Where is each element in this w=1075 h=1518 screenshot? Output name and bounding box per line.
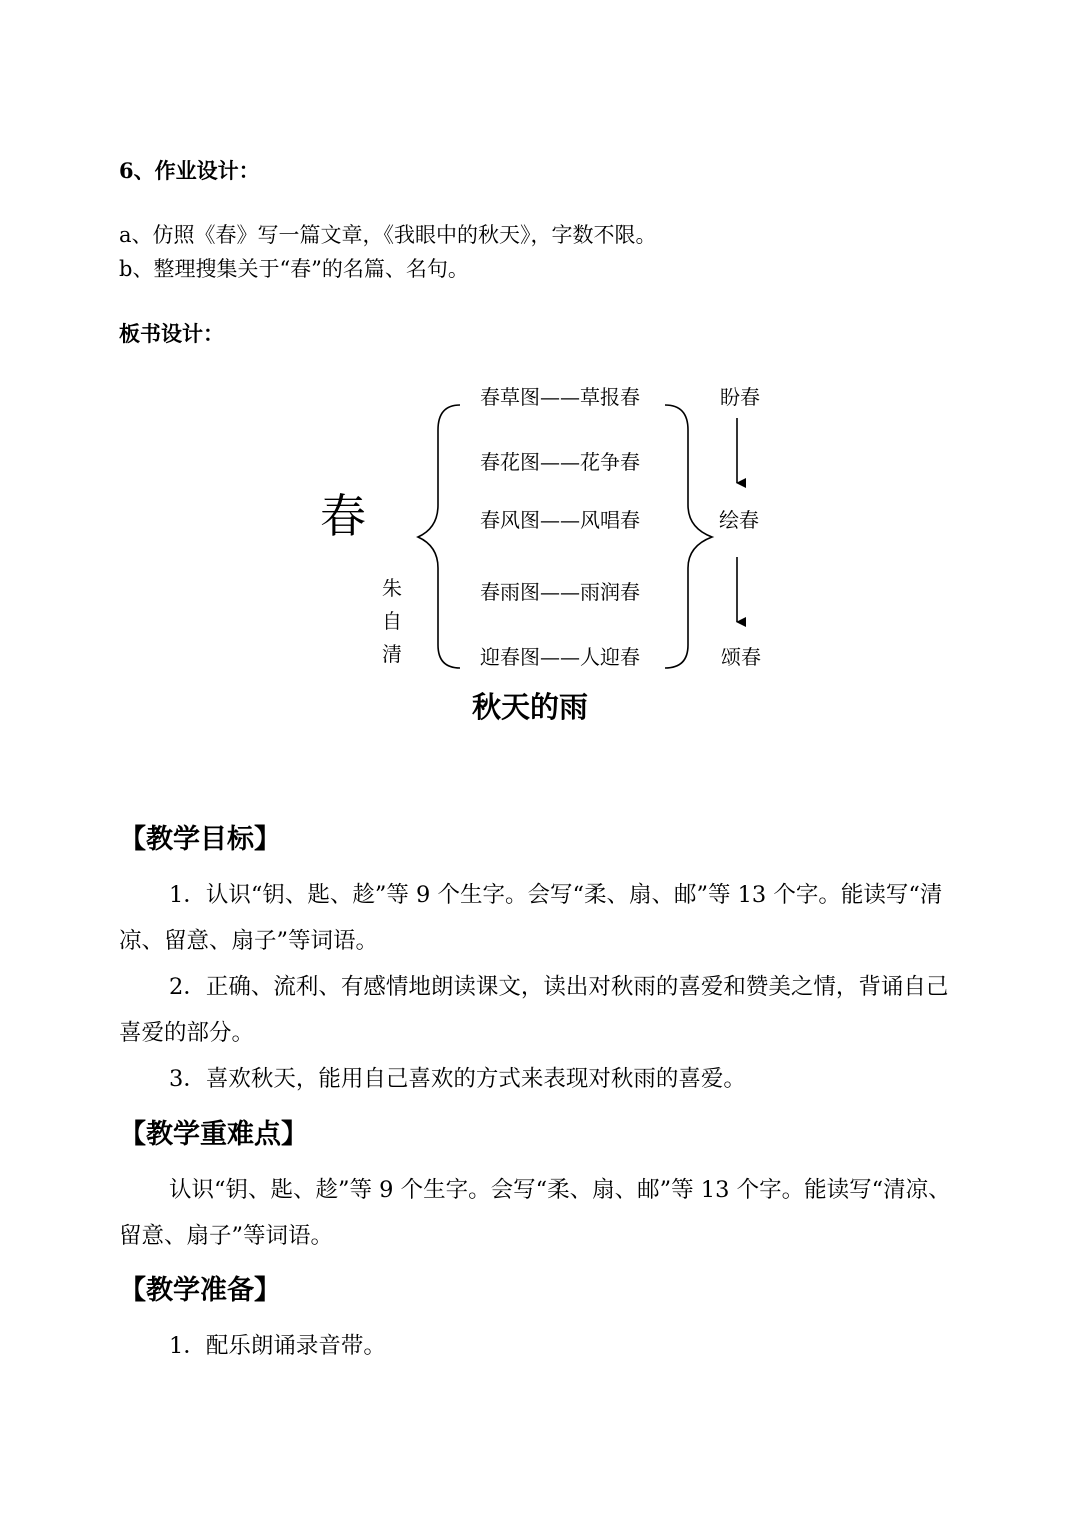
author-char: 朱 [382,576,402,600]
board-row: 迎春图——人迎春 [480,645,640,669]
preparation-heading: 【教学准备】 [119,1275,281,1306]
homework-heading: 6、作业设计： [119,158,260,183]
key-points-heading: 【教学重难点】 [119,1119,308,1150]
right-brace [665,405,712,668]
author-char: 清 [382,642,402,666]
board-main-char: 春 [320,489,366,543]
board-row: 春风图——风唱春 [480,508,640,532]
left-brace [418,405,460,668]
homework-item-a: a、仿照《春》写一篇文章，《我眼中的秋天》，字数不限。 [119,223,657,247]
board-row: 春草图——草报春 [480,385,640,409]
preparation-item: 1．配乐朗诵录音带。 [169,1333,386,1359]
board-row: 春雨图——雨润春 [480,580,640,604]
objectives-heading: 【教学目标】 [119,824,281,855]
objective-item: 3．喜欢秋天，能用自己喜欢的方式来表现对秋雨的喜爱。 [169,1066,746,1092]
author-char: 自 [382,609,402,633]
board-right-label: 绘春 [719,508,759,532]
board-heading: 板书设计： [119,321,224,346]
board-author [382,572,406,671]
lesson-title: 秋天的雨 [472,690,589,724]
objective-item: 2．正确、流利、有感情地朗读课文，读出对秋雨的喜爱和赞美之情，背诵自己喜爱的部分。 [119,974,949,1046]
objective-item: 1．认识“钥、匙、趁”等 9 个生字。会写“柔、扇、邮”等 13 个字。能读写“清凉、留意、扇子”等词语。 [119,882,943,954]
board-right-label: 盼春 [720,385,760,409]
board-right-label: 颂春 [721,645,761,669]
homework-item-b: b、整理搜集关于“春”的名篇、名句。 [119,257,469,281]
key-points-text: 认识“钥、匙、趁”等 9 个生字。会写“柔、扇、邮”等 13 个字。能读写“清凉、留意、扇子”等词语。 [119,1177,951,1249]
board-row: 春花图——花争春 [480,450,640,474]
